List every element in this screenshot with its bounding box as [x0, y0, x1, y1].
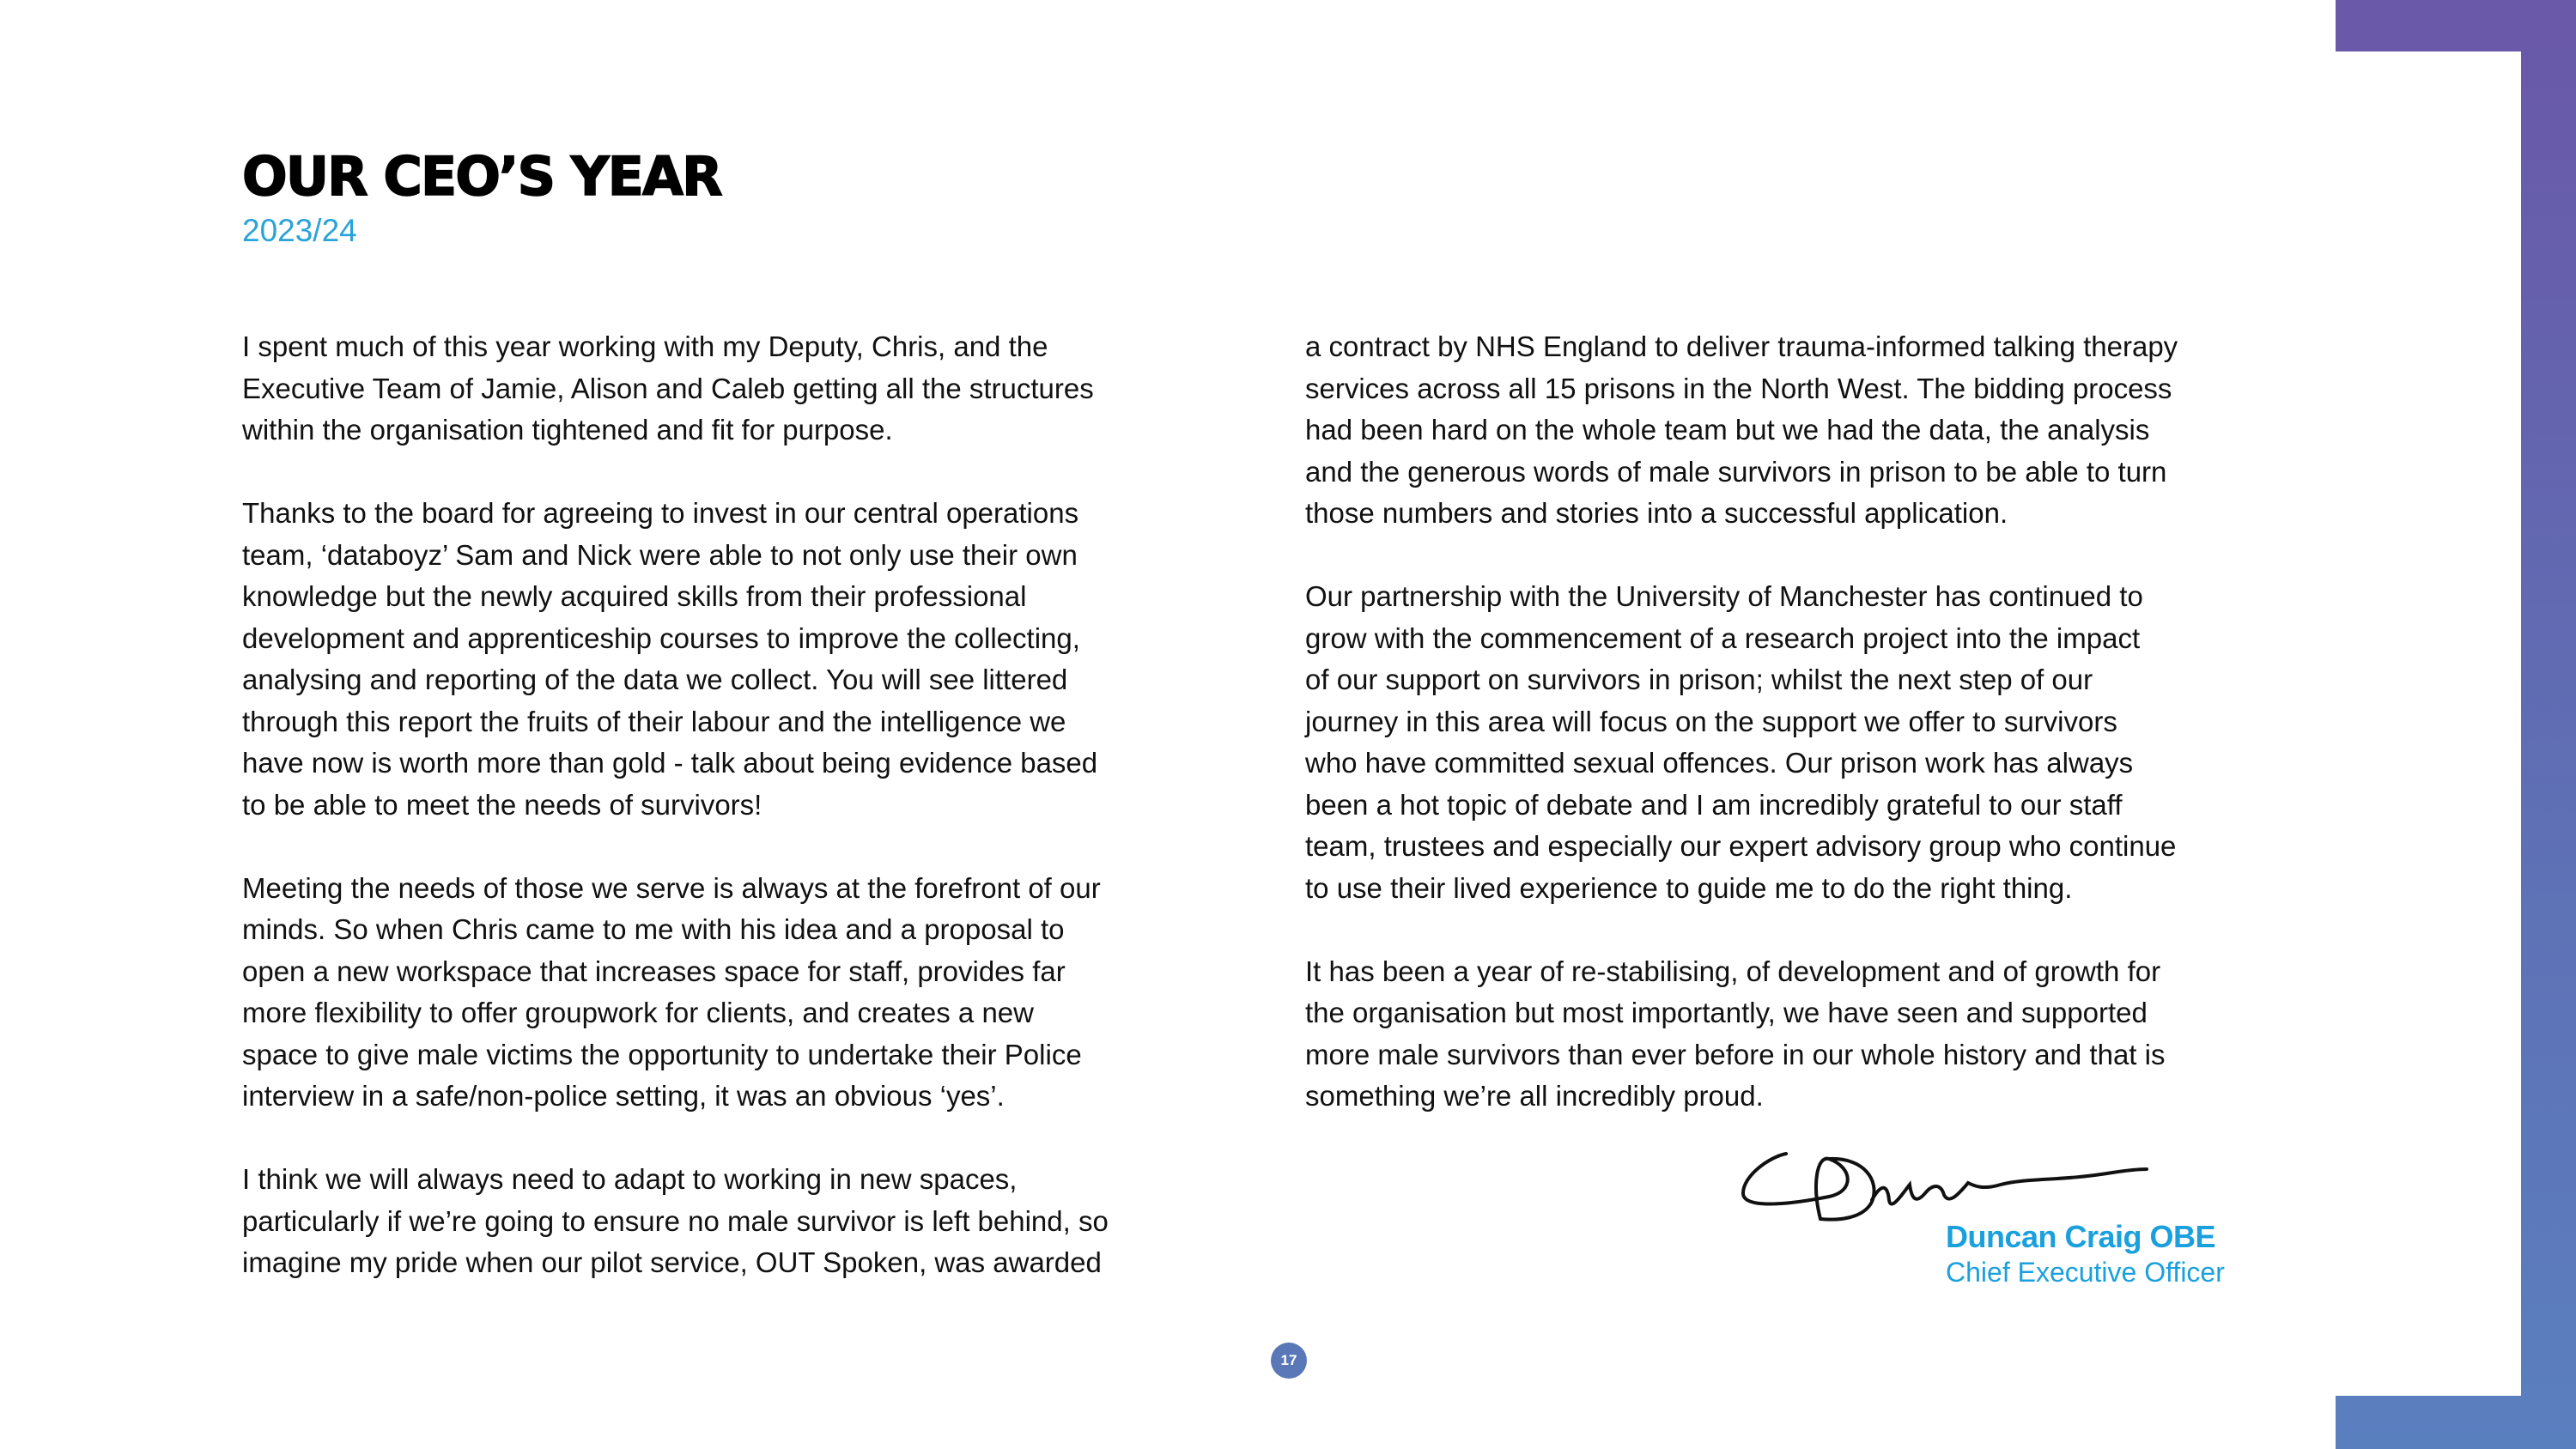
- paragraph: a contract by NHS England to deliver trauma-informed talking therapy services across all 15 prisons in the North West. The bidding process had been hard on the whole team but we had the data, the analysis and the generous words of male survivors in prison to be able to turn those numbers and stories into a successful application.: [1305, 330, 2178, 529]
- signer-name: Duncan Craig OBE: [1946, 1219, 2216, 1254]
- signer-role: Chief Executive Officer: [1946, 1257, 2225, 1288]
- paragraph: It has been a year of re-stabilising, of development and of growth for the organisation but most importantly, we have seen and supported more male survivors than ever before in our whole history and that is something we’re all incredibly proud.: [1305, 955, 2166, 1112]
- accent-cutout: [2336, 52, 2521, 1396]
- page-number: 17: [1271, 1343, 1307, 1379]
- page-title: OUR CEO’S YEAR: [242, 145, 721, 208]
- paragraph: I spent much of this year working with my Deputy, Chris, and the Executive Team of Jamie, Alison and Caleb getting all the structures within the organisation tightened and fit for purpose.: [242, 330, 1094, 446]
- right-column: [1305, 326, 2241, 1159]
- paragraph: Meeting the needs of those we serve is always at the forefront of our minds. So when Chris came to me with his idea and a proposal to open a new workspace that increases space for staff, provides far more flexibility to offer groupwork for clients, and creates a new space to give male victims the opportunity to undertake their Police interview in a safe/non-police setting, it was an obvious ‘yes’.: [242, 871, 1101, 1112]
- paragraph: I think we will always need to adapt to working in new spaces, particularly if we’re going to ensure no male survivor is left behind, so imagine my pride when our pilot service, OUT Spoken, was awarded: [242, 1163, 1109, 1278]
- paragraph: Our partnership with the University of Manchester has continued to grow with the commencement of a research project into the impact of our support on survivors in prison; whilst the next step of our journey in this area will focus on the support we offer to survivors who have committed sexual offences. Our prison work has always been a hot topic of debate and I am incredibly grateful to our staff team, trustees and especially our expert advisory group who continue to use their lived experience to guide me to do the right thing.: [1305, 580, 2177, 904]
- left-column: [242, 326, 1170, 1325]
- paragraph: Thanks to the board for agreeing to invest in our central operations team, ‘databoyz’ Sam and Nick were able to not only use their own knowledge but the newly acquired skills from their professional development and apprenticeship courses to improve the collecting, analysing and reporting of the data we collect. You will see littered through this report the fruits of their labour and the intelligence we have now is worth more than gold - talk about being evidence based to be able to meet the needs of survivors!: [242, 497, 1098, 821]
- page-header: [242, 144, 721, 251]
- page-subtitle: 2023/24: [242, 213, 357, 248]
- signature-block: [1735, 1133, 2250, 1305]
